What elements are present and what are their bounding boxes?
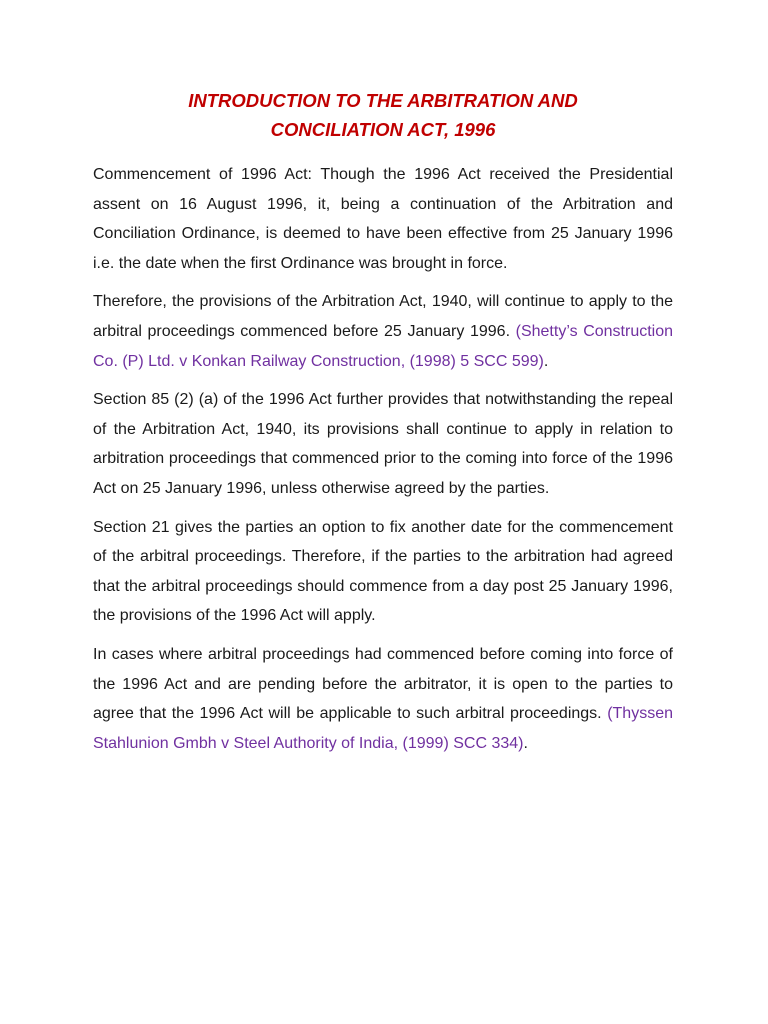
paragraph-commencement bbox=[93, 160, 673, 278]
document-title bbox=[93, 86, 673, 144]
paragraph-text: Section 21 gives the parties an option to fix another date for the commencement of the arbitral proceedings. Therefore, if the parties to the arbitration had agreed that the arbitral proceedings should commence from a day post 25 January 1996, the provisions of the 1996 Act will apply. bbox=[93, 518, 673, 625]
paragraph-section-85 bbox=[93, 385, 673, 503]
title-line-2: CONCILIATION ACT, 1996 bbox=[270, 119, 496, 140]
paragraph-arbitration-act-1940 bbox=[93, 287, 673, 376]
paragraph-text: Section 85 (2) (a) of the 1996 Act further provides that notwithstanding the repeal of the Arbitration Act, 1940, its provisions shall continue to apply in relation to arbitration proceedings that commenced prior to the coming into force of the 1996 Act on 25 January 1996, unless otherwise agreed by the parties. bbox=[93, 391, 673, 497]
title-line-1: INTRODUCTION TO THE ARBITRATION AND bbox=[188, 90, 578, 111]
paragraph-section-21 bbox=[93, 513, 673, 631]
paragraph-tail: . bbox=[543, 352, 549, 370]
document-page bbox=[93, 86, 673, 767]
paragraph-text: Therefore, the provisions of the Arbitration Act, 1940, will continue to apply to the arbitral proceedings commenced before 25 January 1996. bbox=[93, 293, 673, 340]
paragraph-text: Commencement of 1996 Act: Though the 1996 Act received the Presidential assent on 16 August 1996, it, being a continuation of the Arbitration and Conciliation Ordinance, is deemed to have been effective from 25 January 1996 i.e. the date when the first Ordinance was brought in force. bbox=[93, 166, 673, 272]
paragraph-tail: . bbox=[523, 734, 528, 752]
paragraph-text: In cases where arbitral proceedings had commenced before coming into force of the 1996 Act and are pending before the arbitrator, it is open to the parties to agree that the 1996 Act will be applicable to such arbitral proceedings. bbox=[93, 645, 673, 723]
paragraph-pending-proceedings bbox=[93, 640, 673, 758]
case-citation: (Thyssen Stahlunion Gmbh v Steel Authority of India, (1999) SCC 334) bbox=[93, 705, 673, 752]
case-citation: (Shetty’s Construction Co. (P) Ltd. v Konkan Railway Construction, (1998) 5 SCC 599) bbox=[93, 322, 674, 370]
